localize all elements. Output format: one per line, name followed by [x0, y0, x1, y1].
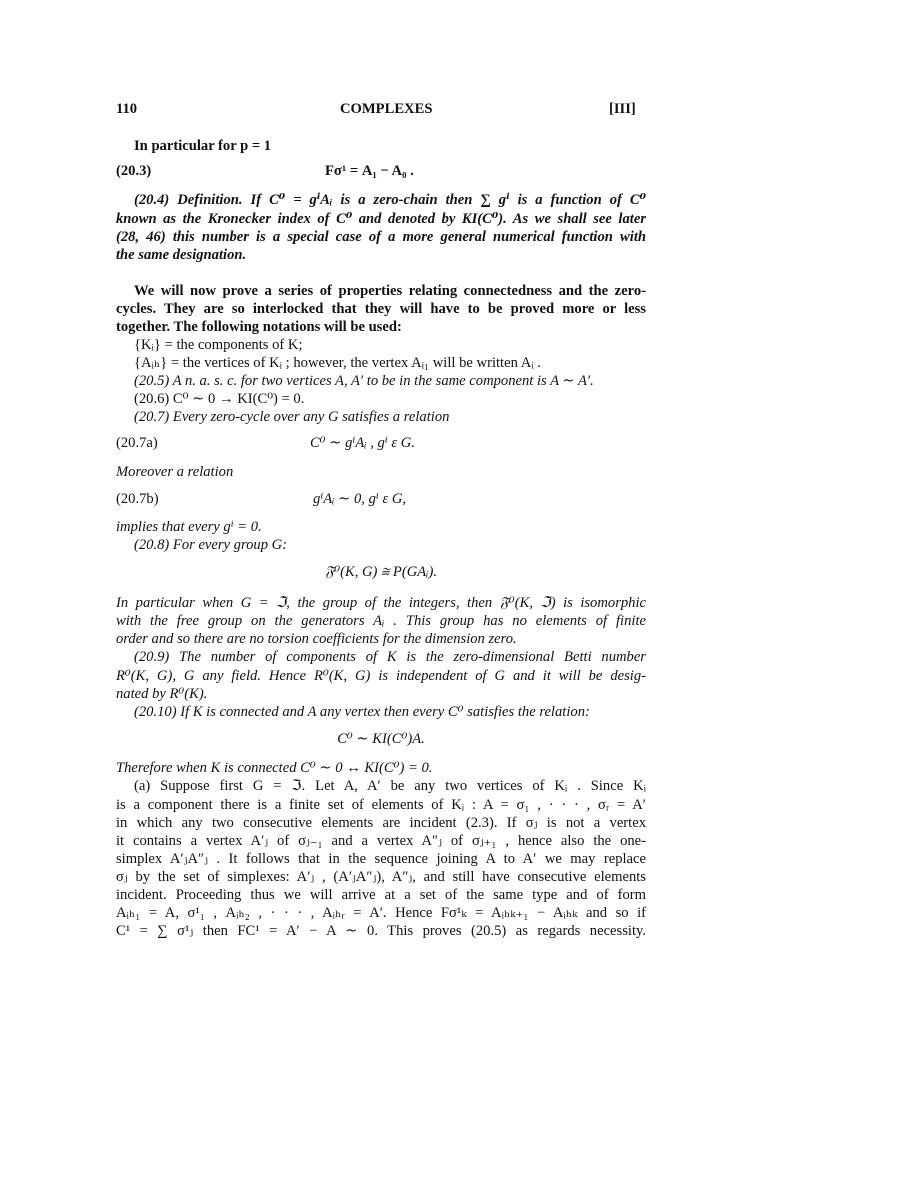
- text-line: Therefore when K is connected C⁰ ∼ 0 ↔ KI(C⁰) = 0.: [116, 760, 433, 776]
- notation-line: {Aᵢₕ} = the vertices of Kᵢ ; however, the vertex Aᵢ₁ will be written Aᵢ .: [134, 355, 541, 371]
- proof-line: simplex A′ⱼA″ⱼ . It follows that in the sequence joining A to A′ we may replace: [116, 851, 646, 867]
- equation-label: (20.7b): [116, 491, 159, 507]
- proof-line: is a component there is a finite set of elements of Kᵢ : A = σ₁ , · · · , σᵣ = A′: [116, 797, 646, 813]
- proof-line: Aᵢₕ₁ = A, σ¹₁ , Aᵢₕ₂ , · · · , Aᵢₕᵣ = A′. Hence Fσ¹ₖ = Aᵢₕₖ₊₁ − Aᵢₕₖ and so if: [116, 905, 646, 921]
- equation-label: (20.3): [116, 163, 152, 179]
- proposition-line: (20.6) C⁰ ∼ 0 → KI(C⁰) = 0.: [134, 391, 305, 407]
- proof-line: C¹ = ∑ σ¹ⱼ then FC¹ = A′ − A ∼ 0. This proves (20.5) as regards necessity.: [116, 923, 646, 939]
- definition-line: known as the Kronecker index of C⁰ and denoted by KI(C⁰). As we shall see later: [116, 211, 646, 227]
- proposition-line: nated by R⁰(K).: [116, 686, 208, 702]
- text-line: order and so there are no torsion coefficients for the dimension zero.: [116, 631, 517, 647]
- text-line: Moreover a relation: [116, 464, 234, 480]
- proof-line: it contains a vertex A′ⱼ of σⱼ₋₁ and a vertex A″ⱼ of σⱼ₊₁ , hence also the one-: [116, 833, 646, 849]
- equation: gⁱAᵢ ∼ 0, gⁱ ε G,: [313, 491, 407, 507]
- proposition-line: (20.5) A n. a. s. c. for two vertices A, A′ to be in the same component is A ∼ A′.: [134, 373, 594, 389]
- proof-line: σⱼ by the set of simplexes: A′ⱼ , (A′ⱼA″ⱼ), A″ⱼ, and still have consecutive elements: [116, 869, 646, 885]
- proposition-line: R⁰(K, G), G any field. Hence R⁰(K, G) is independent of G and it will be desig-: [116, 668, 646, 684]
- proposition-line: (20.9) The number of components of K is the zero-dimensional Betti number: [134, 649, 646, 665]
- page-number: 110: [116, 101, 138, 117]
- chapter-label: [III]: [609, 101, 636, 117]
- paragraph-line: cycles. They are so interlocked that they will have to be proved more or less: [116, 301, 646, 317]
- text-line: with the free group on the generators Aᵢ . This group has no elements of finite: [116, 613, 646, 629]
- definition-line: (20.4) Definition. If C⁰ = gⁱAᵢ is a zero-chain then ∑ gⁱ is a function of C⁰: [134, 192, 646, 208]
- definition-line: (28, 46) this number is a special case of a more general numerical function with: [116, 229, 646, 245]
- equation-label: (20.7a): [116, 435, 158, 451]
- running-title: COMPLEXES: [340, 101, 433, 117]
- paragraph-line: We will now prove a series of properties relating connectedness and the zero-: [134, 283, 646, 299]
- proof-line: in which any two consecutive elements are incident (2.3). If σⱼ is not a vertex: [116, 815, 646, 831]
- proposition-line: (20.8) For every group G:: [134, 537, 288, 553]
- proof-line: incident. Proceeding thus we will arrive at a set of the same type and of form: [116, 887, 646, 903]
- proposition-line: (20.7) Every zero-cycle over any G satisfies a relation: [134, 409, 450, 425]
- text-line: In particular when G = ℑ, the group of the integers, then 𝔉⁰(K, ℑ) is isomorphic: [116, 595, 646, 611]
- text-line: implies that every gⁱ = 0.: [116, 519, 262, 535]
- notation-line: {Kᵢ} = the components of K;: [134, 337, 303, 353]
- equation: C⁰ ∼ gⁱAᵢ , gⁱ ε G.: [310, 435, 415, 451]
- proposition-line: (20.10) If K is connected and A any vertex then every C⁰ satisfies the relation:: [134, 704, 590, 720]
- equation: 𝔉⁰(K, G) ≅ P(GAᵢ).: [325, 564, 437, 580]
- equation: Fσ¹ = A₁ − A₀ .: [325, 163, 414, 179]
- text-line: In particular for p = 1: [134, 138, 272, 154]
- definition-line: the same designation.: [116, 247, 247, 263]
- equation: C⁰ ∼ KI(C⁰)A.: [337, 731, 425, 747]
- paragraph-line: together. The following notations will be used:: [116, 319, 402, 335]
- proof-line: (a) Suppose first G = ℑ. Let A, A′ be any two vertices of Kᵢ . Since Kᵢ: [134, 778, 646, 794]
